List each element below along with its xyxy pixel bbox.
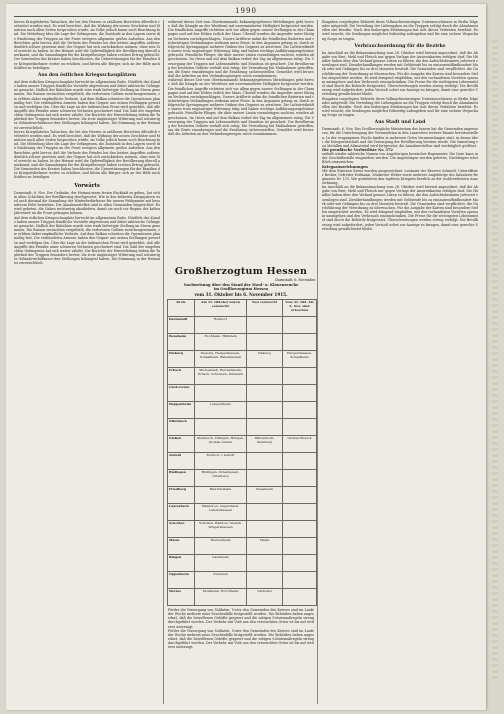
- notice-line: Nachweisung über den Stand der Maul- u. Klauenseuche: [183, 283, 299, 287]
- section-heading: Die preußische Verlustliste Nr. 372: [322, 148, 393, 153]
- table-row: [168, 487, 317, 504]
- table-cell: [283, 521, 317, 538]
- column-2-bottom: [168, 608, 314, 650]
- district-cell: Darmstadt: [168, 317, 195, 334]
- table-cell: Monsheim, Horchheim: [195, 589, 247, 606]
- table-cell: Bretzenheim: [195, 538, 247, 555]
- table-row: [168, 538, 317, 555]
- table-cell: [283, 487, 317, 504]
- table-cell: Lampertheim: [195, 402, 247, 419]
- table-cell: [247, 555, 283, 572]
- page-number: 1990: [235, 7, 257, 15]
- table-cell: [195, 419, 247, 436]
- table-row: [168, 572, 317, 589]
- article-text: Auf dem östlichen Kriegsschauplatz herrscht im allgemeinen Ruhe. Nördlich des Kanals haben unsere Truppen feindliche Vorstöße abgewiesen und dabei zahlreiche Gefangene gemacht. Südlich der Bahnlinie wurde eine stark befestigte Stellung im Sturm genommen. Die Russen versuchten vergeblich, die verlorenen Gräben zurückzugewinnen; sie erlitten dabei empfindliche Verluste. Auf dem Balkan schreiten die Operationen planmäßig fort. Die verbündeten Armeen haben den Gegner aus seinen Stellungen geworfen und verfolgen ihn. Über die Lage an der italienischen Front wird gemeldet, daß alle Angriffe des Feindes unter schweren Verlusten gescheitert sind. Die Zahl der eingebrachten Gefangenen hat sich weiter erhöht. Die Berichte der Heeresleitung heben die Tapferkeit der Truppen besonders hervor, die trotz ungünstiger Witterung und schwieriger Geländeverhältnisse ihre Stellungen behauptet haben. Die Stimmung in der Heimat ist zuversichtlich.: [14, 79, 160, 130]
- table-row: [168, 555, 317, 572]
- table-cell: Steinbach, Villingen, Hungen, Großen-Linden: [195, 436, 247, 453]
- table-cell: [247, 470, 283, 487]
- article-text: Förder die Versorgung von Soldaten. Unter den Gemeinden des Kreises sind im Laufe der Woche mehrere neue Seuchenfälle festgestellt worden. Die Behörden haben angeordnet, daß die betroffenen Gehöfte gesperrt und die nötigen Schutzmaßregeln streng durchgeführt werden. Der Verkehr mit Vieh aus den verseuchten Orten ist bis auf weiteres untersagt.: [168, 608, 314, 629]
- table-cell: Nierstein: [195, 572, 247, 589]
- notice-line: im Großherzogtum Hessen: [213, 287, 269, 291]
- page-edge: [492, 40, 498, 680]
- table-row: [168, 589, 317, 606]
- district-cell: Schotten: [168, 521, 195, 538]
- table-cell: [247, 504, 283, 521]
- table-cell: [247, 402, 283, 419]
- table-cell: Hochheim, Hähnlein: [195, 334, 247, 351]
- district-cell: Bingen: [168, 555, 195, 572]
- table-cell: [247, 334, 283, 351]
- table-cell: [283, 555, 317, 572]
- district-cell: Worms: [168, 589, 195, 606]
- table-row: [168, 385, 317, 402]
- district-cell: Bensheim: [168, 334, 195, 351]
- table-cell: Michelstadt, Reichelsheim, Erbach, Schönnen, Zimmern: [195, 368, 247, 385]
- table-row: [168, 368, 317, 385]
- table-cell: Bad-Nauheim: [195, 487, 247, 504]
- table-cell: [247, 368, 283, 385]
- table-cell: Mainz: [247, 538, 283, 555]
- article-text: Förder die Versorgung von Soldaten. Unter den Gemeinden des Kreises sind im Laufe der Woche mehrere neue Seuchenfälle festgestellt worden. Die Behörden haben angeordnet, daß die betroffenen Gehöfte gesperrt und die nötigen Schutzmaßregeln streng durchgeführt werden. Der Verkehr mit Vieh aus den verseuchten Orten ist bis auf weiteres untersagt.: [168, 628, 314, 650]
- table-header: Kreis: [168, 300, 195, 317]
- notice-period: vom 31. Oktober bis 6. November 1915.: [194, 292, 288, 297]
- article-text: Eingaben vorgelegten Behörde ihren Vollmachtseinträgen Unterausschüssen in Berlin folgendes mitgeteilt: Die Verteilung der Liebesgaben an die Truppen erfolgt durch die Abnahmestellen der Bezirke. Nach den bisherigen Erfahrungen hat sich dieses Verfahren bewährt. Es wird ersucht, die Sendungen möglichst frühzeitig aufzugeben und für eine sichere Verpackung Sorge zu tragen.: [322, 20, 478, 41]
- district-cell: Gießen: [168, 436, 195, 453]
- column-3: [322, 20, 478, 704]
- article-text: Eingaben vorgelegten Behörde ihren Vollmachtseinträgen Unterausschüssen in Berlin folgendes mitgeteilt: Die Verteilung der Liebesgaben an die Truppen erfolgt durch die Abnahmestellen der Bezirke. Nach den bisherigen Erfahrungen hat sich dieses Verfahren bewährt. Es wird ersucht, die Sendungen möglichst frühzeitig aufzugeben und für eine sichere Verpackung Sorge zu tragen.: [322, 96, 478, 118]
- table-row: [168, 521, 317, 538]
- table-cell: [247, 521, 283, 538]
- district-cell: Lauterbach: [168, 504, 195, 521]
- article-text: Auf dem östlichen Kriegsschauplatz herrscht im allgemeinen Ruhe. Nördlich des Kanals haben unsere Truppen feindliche Vorstöße abgewiesen und dabei zahlreiche Gefangene gemacht. Südlich der Bahnlinie wurde eine stark befestigte Stellung im Sturm genommen. Die Russen versuchten vergeblich, die verlorenen Gräben zurückzugewinnen; sie erlitten dabei empfindliche Verluste. Auf dem Balkan schreiten die Operationen planmäßig fort. Die verbündeten Armeen haben den Gegner aus seinen Stellungen geworfen und verfolgen ihn. Über die Lage an der italienischen Front wird gemeldet, daß alle Angriffe des Feindes unter schweren Verlusten gescheitert sind. Die Zahl der eingebrachten Gefangenen hat sich weiter erhöht. Die Berichte der Heeresleitung heben die Tapferkeit der Truppen besonders hervor, die trotz ungünstiger Witterung und schwieriger Geländeverhältnisse ihre Stellungen behauptet haben. Die Stimmung in der Heimat ist zuversichtlich.: [14, 215, 160, 266]
- column-divider: [163, 20, 164, 704]
- district-cell: Groß-Gerau: [168, 385, 195, 402]
- column-1: [14, 20, 160, 704]
- article-text: enthält wieder zahlreiche Namen von Angehörigen hessischer Regimenter. Die Liste kann in der Geschäftsstelle eingesehen werden. Die Angehörigen werden gebeten, Nachfragen schriftlich einzureichen.: [322, 152, 478, 165]
- section-heading: Kriegsauszeichnungen: [322, 164, 368, 169]
- header-rule: [14, 16, 478, 17]
- table-cell: Watzenborn, Steinberg: [247, 436, 283, 453]
- table-cell: [283, 419, 317, 436]
- table-cell: Dieburg, Hergershausen, Schaafheim, Babenhausen: [195, 351, 247, 368]
- table-cell: [283, 572, 317, 589]
- section-heading: Aus den östlichen Kriegsschauplätzen: [37, 72, 137, 78]
- table-cell: Schotten, Rainrod, Gedern, Wingershausen: [195, 521, 247, 538]
- table-cell: [283, 453, 317, 470]
- section-heading: Aus Stadt und Land: [374, 120, 426, 126]
- table-cell: [283, 589, 317, 606]
- article-text: hierzu Kriegsfahrten Tatsachen, die bei den Heeren in zahllosen Berichten öffentlich verbreitet worden sind. Es wird berichtet, daß die Wirkung der neuen Geschütze und Munition nach allen Seiten besprochen wurde, im Volke jedoch kaum noch Beachtung fand. Die Mitteilung über die Lage der Gefangenen, die Zustände in den Lagern sowie die Ernährung der Truppen an der Front erregten allgemein großes Aufsehen. Aus den Berichten geht hervor, daß die Verluste des Feindes bei den letzten Angriffen außerordentlich schwer gewesen sind; der Gegner hat sich zurückziehen müssen, ohne sein Ziel erreicht zu haben. In der Heimat wird die Opferwilligkeit der Bevölkerung überall anerkannt, und die Sammlungen für die Kriegsfürsorge haben reichen Ertrag gebracht. Die Gemeinden des Kreises haben beschlossen, die Unterstützungen für die Familien der Kriegsteilnehmer weiter zu erhöhen, und bitten alle Bürger, sich an der Hilfe nach Kräften zu beteiligen.: [14, 129, 160, 180]
- table-row: [168, 402, 317, 419]
- table-cell: [283, 504, 317, 521]
- table-cell: [283, 368, 317, 385]
- table-cell: [247, 572, 283, 589]
- article-text: während dieser Zeit vom Oberkommando bekanntgegebenen Mitteilungen geht hervor, daß die Kämpfe an der Westfront mit unverminderter Heftigkeit fortgesetzt werden. Die feindlichen Angriffe richteten sich vor allem gegen unsere Stellungen in der Champagne und auf den Höhen östlich der Maas. Überall wurden die Angreifer unter blutigen Verlusten zurückgeschlagen. Unsere Artillerie nahm die feindlichen Batterien und rückwärtigen Verbindungen wirksam unter Feuer. In den Argonnen gelang es, durch erfolgreiche Sprengungen mehrere Gräben des Gegners zu zerstören. Die Luftstreitkräfte waren trotz ungünstiger Witterung tätig und haben wichtige Aufklärungsergebnisse gebracht. Feindliche Flieger, die über unsere Linien vorzudringen suchten, wurden abgeschossen. Im Osten und auf dem Balkan verlief der Tag im allgemeinen ruhig. Die Versorgung der Truppen mit Lebensmitteln und Munition ist gesichert. Die Bevölkerung der besetzten Gebiete verhält sich ruhig. Die Verwaltung hat Maßnahmen getroffen, um die Ernte einzubringen und die Ernährung sicherzustellen. Gemeldet wird ferner, daß die Arbeiten an den Verbindungswegen rasch vorankommen.: [168, 20, 314, 79]
- table-row: [168, 419, 317, 436]
- table-cell: Wallenrod, Angersbach, Landenhausen: [195, 504, 247, 521]
- notice-title: Großherzogtum Hessen: [174, 266, 308, 277]
- table-header: Vom 31. Okt. bis 6. Nov. sind erloschen: [283, 300, 317, 317]
- article-text: Mit dem Eisernen Kreuz wurden ausgezeichnet: Leutnant der Reserve Schmidt, Unteroffizier Becker, Gefreiter Hofmann, Musketier Weber sowie mehrere Angehörige des Infanterie-Regiments Nr. 115. Wir gratulieren den tapferen Kriegern herzlich zu der wohlverdienten Auszeichnung.: [322, 168, 478, 185]
- column-divider: [317, 20, 318, 704]
- column-2-top: [168, 20, 314, 264]
- table-cell: Gaulsheim: [195, 555, 247, 572]
- table-cell: Dieburg: [247, 351, 283, 368]
- notice-banner: [166, 266, 316, 297]
- table-cell: [283, 538, 317, 555]
- table-row: [168, 504, 317, 521]
- district-cell: Friedberg: [168, 487, 195, 504]
- table-row: [168, 453, 317, 470]
- district-cell: Alsfeld: [168, 453, 195, 470]
- table-header: Neu verseucht: [247, 300, 283, 317]
- article-text: Darmstadt, 6. Nov. Der Gedanke, der Heimat einen festen Rückhalt zu geben, hat sich in allen Schichten der Bevölkerung durchgesetzt. Wie in den früheren Kriegsjahren wird auch diesmal die Sammlung der Winterbedürfnisse für unsere Feldgrauen mit besonderem Eifer betrieben. Die Annahmestellen sind in allen Gemeinden eingerichtet. Es wird gebeten, die Gaben rechtzeitig abzuliefern, damit sie noch vor Beginn der kalten Jahreszeit an die Front gelangen können.: [14, 190, 160, 216]
- district-cell: Heppenheim: [168, 402, 195, 419]
- table-cell: [247, 453, 283, 470]
- table-row: [168, 470, 317, 487]
- table-cell: Büdingen, Orleshausen, Ortenberg: [195, 470, 247, 487]
- table-cell: [283, 317, 317, 334]
- table-cell: Roßdorf: [195, 317, 247, 334]
- table-header: Am 31. Oktober waren verseucht: [195, 300, 247, 317]
- table-cell: [283, 402, 317, 419]
- seuche-table: [167, 299, 317, 606]
- table-cell: [247, 385, 283, 402]
- section-heading: Verbrauchsordnung für die Bezirke: [354, 43, 446, 49]
- table-cell: [247, 317, 283, 334]
- article-text: Darmstadt, 6. Nov. Das Großherzogliche Ministerium des Innern hat die Gemeinden angewiesen, für die Unterbringung der Verwundeten in den Lazaretten weitere Räume bereitzustellen. In der vergangenen Woche fanden in mehreren Orten Versammlungen statt, in denen über die Kriegswirtschaft und die Versorgung der Bevölkerung beraten wurde. Die Sammlung von Metallen und Altmaterial wird fortgesetzt; die Annahmestellen sind werktäglich geöffnet.: [322, 127, 478, 148]
- table-cell: [283, 385, 317, 402]
- district-cell: Büdingen: [168, 470, 195, 487]
- district-cell: Mainz: [168, 538, 195, 555]
- table-cell: [247, 419, 283, 436]
- table-cell: [283, 334, 317, 351]
- table-row: [168, 351, 317, 368]
- table-row: [168, 317, 317, 334]
- notice-date: Darmstadt, 6. November.: [275, 278, 316, 282]
- article-text: während dieser Zeit vom Oberkommando bekanntgegebenen Mitteilungen geht hervor, daß die Kämpfe an der Westfront mit unverminderter Heftigkeit fortgesetzt werden. Die feindlichen Angriffe richteten sich vor allem gegen unsere Stellungen in der Champagne und auf den Höhen östlich der Maas. Überall wurden die Angreifer unter blutigen Verlusten zurückgeschlagen. Unsere Artillerie nahm die feindlichen Batterien und rückwärtigen Verbindungen wirksam unter Feuer. In den Argonnen gelang es, durch erfolgreiche Sprengungen mehrere Gräben des Gegners zu zerstören. Die Luftstreitkräfte waren trotz ungünstiger Witterung tätig und haben wichtige Aufklärungsergebnisse gebracht. Feindliche Flieger, die über unsere Linien vorzudringen suchten, wurden abgeschossen. Im Osten und auf dem Balkan verlief der Tag im allgemeinen ruhig. Die Versorgung der Truppen mit Lebensmitteln und Munition ist gesichert. Die Bevölkerung der besetzten Gebiete verhält sich ruhig. Die Verwaltung hat Maßnahmen getroffen, um die Ernte einzubringen und die Ernährung sicherzustellen. Gemeldet wird ferner, daß die Arbeiten an den Verbindungswegen rasch vorankommen.: [168, 78, 314, 137]
- table-cell: Hergershausen, Schaafheim: [283, 351, 317, 368]
- table-cell: [283, 470, 317, 487]
- table-row: [168, 334, 317, 351]
- article-text: Im Anschluß an die Bekanntmachung vom 28. Oktober wird hiermit angeordnet, daß die Abgabe von Brot, Mehl und Fleisch nur gegen Vorlage der Ausweiskarten erfolgen darf. Die Händler haben über den Verkauf genaue Listen zu führen, die den Aufsichtsbeamten jederzeit vorzulegen sind. Zuwiderhandlungen werden mit Geldstrafe bis zu eintausendfünfhundert Mark oder mit Gefängnis bis zu drei Monaten bestraft. Die Gemeinden sind verpflichtet, die Durchführung der Verordnung zu überwachen. Für die Ausgabe der Karten sind besondere Stellen eingerichtet worden. Es wird dringend empfohlen, mit den vorhandenen Vorräten sparsam umzugehen und den Verbrauch einzuschränken. Die Preise für die wichtigsten Lebensmittel sind durch die Behörde festgesetzt; Überschreitungen werden streng verfolgt. Die Bevölkerung wird aufgefordert, jeden Verstoß sofort zur Anzeige zu bringen, damit eine gerechte Verteilung gewährleistet bleibt.: [322, 50, 478, 97]
- district-cell: Erbach: [168, 368, 195, 385]
- table-cell: [195, 385, 247, 402]
- newspaper-page: [6, 4, 486, 710]
- table-cell: Romrod, 1 Gehöft: [195, 453, 247, 470]
- district-cell: Dieburg: [168, 351, 195, 368]
- section-heading: Vorwärts: [74, 182, 100, 189]
- district-cell: Oppenheim: [168, 572, 195, 589]
- district-cell: Offenbach: [168, 419, 195, 436]
- table-cell: Großen-Buseck: [283, 436, 317, 453]
- table-cell: Osthofen: [247, 589, 283, 606]
- article-text: Im Anschluß an die Bekanntmachung vom 28. Oktober wird hiermit angeordnet, daß die Abgabe von Brot, Mehl und Fleisch nur gegen Vorlage der Ausweiskarten erfolgen darf. Die Händler haben über den Verkauf genaue Listen zu führen, die den Aufsichtsbeamten jederzeit vorzulegen sind. Zuwiderhandlungen werden mit Geldstrafe bis zu eintausendfünfhundert Mark oder mit Gefängnis bis zu drei Monaten bestraft. Die Gemeinden sind verpflichtet, die Durchführung der Verordnung zu überwachen. Für die Ausgabe der Karten sind besondere Stellen eingerichtet worden. Es wird dringend empfohlen, mit den vorhandenen Vorräten sparsam umzugehen und den Verbrauch einzuschränken. Die Preise für die wichtigsten Lebensmittel sind durch die Behörde festgesetzt; Überschreitungen werden streng verfolgt. Die Bevölkerung wird aufgefordert, jeden Verstoß sofort zur Anzeige zu bringen, damit eine gerechte Verteilung gewährleistet bleibt.: [322, 185, 478, 231]
- article-text: hierzu Kriegsfahrten Tatsachen, die bei den Heeren in zahllosen Berichten öffentlich verbreitet worden sind. Es wird berichtet, daß die Wirkung der neuen Geschütze und Munition nach allen Seiten besprochen wurde, im Volke jedoch kaum noch Beachtung fand. Die Mitteilung über die Lage der Gefangenen, die Zustände in den Lagern sowie die Ernährung der Truppen an der Front erregten allgemein großes Aufsehen. Aus den Berichten geht hervor, daß die Verluste des Feindes bei den letzten Angriffen außerordentlich schwer gewesen sind; der Gegner hat sich zurückziehen müssen, ohne sein Ziel erreicht zu haben. In der Heimat wird die Opferwilligkeit der Bevölkerung überall anerkannt, und die Sammlungen für die Kriegsfürsorge haben reichen Ertrag gebracht. Die Gemeinden des Kreises haben beschlossen, die Unterstützungen für die Familien der Kriegsteilnehmer weiter zu erhöhen, und bitten alle Bürger, sich an der Hilfe nach Kräften zu beteiligen.: [14, 20, 160, 70]
- table-cell: Ossenheim: [247, 487, 283, 504]
- table-row: [168, 436, 317, 453]
